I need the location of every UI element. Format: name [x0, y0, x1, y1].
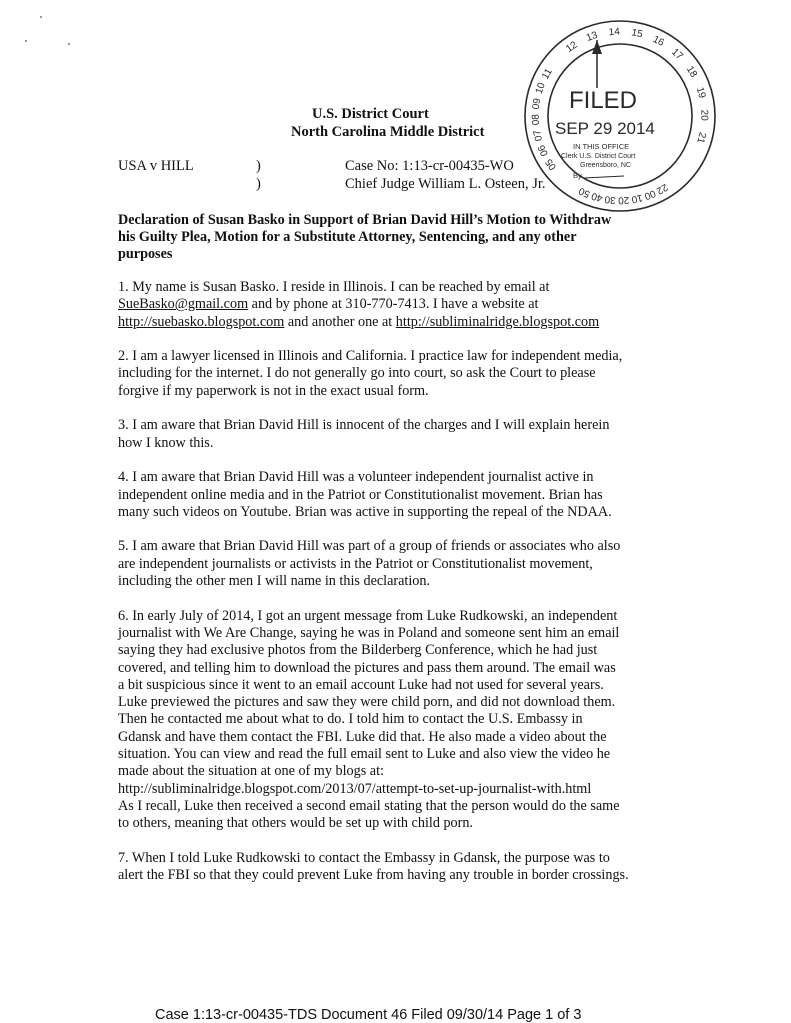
text-line: 5. I am aware that Brian David Hill was part of a group of friends or associates who also [118, 538, 621, 555]
court-name: U.S. District Court [312, 106, 429, 122]
text-line: alert the FBI so that they could prevent Luke from having any trouble in border crossings. [118, 867, 629, 884]
stamp-dial-number: 06 [536, 143, 551, 158]
stamp-dial-number: 16 [650, 33, 666, 49]
page-footer: Case 1:13-cr-00435-TDS Document 46 Filed 09/30/14 Page 1 of 3 [155, 1007, 582, 1023]
stamp-dial-number: 11 [540, 66, 555, 82]
case-name: USA v HILL [118, 158, 194, 174]
caption-paren: ) [256, 176, 261, 192]
website-link[interactable]: http://suebasko.blogspot.com [118, 313, 285, 330]
stamp-dial-number: 17 [669, 46, 685, 63]
text-line: 3. I am aware that Brian David Hill is innocent of the charges and I will explain herein [118, 417, 610, 434]
text-line: journalist with We Are Change, saying he was in Poland and someone sent him an email [118, 624, 620, 641]
stamp-dial-number: 10 [630, 191, 644, 205]
stamp-dial-number: 00 [642, 187, 658, 202]
text-line: 6. In early July of 2014, I got an urgent message from Luke Rudkowski, an independent [118, 607, 618, 624]
text-line: 2. I am a lawyer licensed in Illinois and California. I practice law for independent media, [118, 348, 623, 365]
court-district: North Carolina Middle District [291, 124, 485, 140]
case-judge: Chief Judge William L. Osteen, Jr. [345, 176, 546, 192]
text-fragment: and another one at [284, 313, 396, 330]
stamp-dial-number: 21 [694, 130, 708, 145]
paragraph-2 [118, 348, 663, 400]
text-line: made about the situation at one of my blogs at: [118, 763, 384, 780]
title-line: Declaration of Susan Basko in Support of Brian David Hill’s Motion to Withdraw [118, 212, 612, 228]
stamp-dial-number: 50 [577, 184, 592, 200]
stamp-by: By [573, 171, 582, 180]
stamp-office: IN THIS OFFICE [573, 142, 630, 151]
paragraph-6 [118, 608, 663, 833]
text-line: to others, meaning that others would be set up with child porn. [118, 815, 474, 832]
caption-parentheses [256, 157, 261, 193]
text-line: a bit suspicious since it went to an email account Luke had not used for several years. [118, 676, 604, 693]
paragraph-1 [118, 279, 663, 331]
text-line: 7. When I told Luke Rudkowski to contact the Embassy in Gdansk, the purpose was to [118, 849, 610, 866]
text-line: http://subliminalridge.blogspot.com/2013/07/attempt-to-set-up-journalist-with.html [118, 780, 592, 797]
title-line: his Guilty Plea, Motion for a Substitute Attorney, Sentencing, and any other [118, 229, 577, 245]
paragraph-7 [118, 850, 663, 885]
stamp-dial-number: 19 [693, 85, 708, 100]
case-caption-name [118, 157, 194, 175]
caption-paren: ) [256, 158, 261, 174]
stamp-dial-number: 22 [654, 181, 670, 197]
stamp-date: SEP 29 2014 [555, 119, 655, 138]
stamp-dial-number: 12 [564, 39, 580, 56]
text-line: are independent journalists or activists in the Patriot or Constitutionalist movement, [118, 555, 593, 572]
scan-speck [40, 16, 42, 18]
stamp-dial-number: 40 [590, 189, 604, 204]
title-line: purposes [118, 246, 173, 262]
stamp-dial-number: 09 [530, 97, 544, 111]
text-line: forgive if my paperwork is not in the exact usual form. [118, 382, 429, 399]
text-line: many such videos on Youtube. Brian was active in supporting the repeal of the NDAA. [118, 503, 612, 520]
scan-speck [25, 40, 27, 42]
stamp-filed: FILED [569, 87, 638, 114]
scan-speck [68, 43, 70, 45]
stamp-dial-number: 15 [630, 27, 644, 41]
stamp-dial-number: 14 [608, 26, 621, 39]
stamp-office: Greensboro, NC [580, 162, 631, 169]
text-line: how I know this. [118, 434, 214, 451]
stamp-dial-number: 13 [584, 29, 600, 44]
stamp-dial-number: 20 [698, 109, 710, 121]
stamp-office: Clerk U.S. District Court [561, 153, 636, 160]
stamp-dial-number: 07 [531, 128, 546, 143]
text-fragment: and by phone at 310-770-7413. I have a website at [248, 296, 539, 313]
stamp-outer-ring [525, 21, 715, 211]
email-link[interactable]: SueBasko@gmail.com [118, 296, 249, 313]
paragraph-5 [118, 538, 663, 590]
paragraph-4 [118, 469, 663, 521]
text-line: Gdansk and have them contact the FBI. Luke did that. He also made a video about the [118, 728, 607, 745]
text-line: independent online media and in the Patriot or Constitutionalist movement. Brian has [118, 486, 603, 503]
stamp-dial-number: 30 [604, 193, 617, 206]
stamp-signature-line [584, 176, 624, 178]
text-line: As I recall, Luke then received a second email stating that the person would do the same [118, 797, 620, 814]
stamp-dial-number: 05 [543, 156, 560, 172]
text-line [118, 314, 663, 331]
text-line: covered, and telling him to download the pictures and pass them around. The email was [118, 659, 616, 676]
stamp-dial-number: 20 [617, 194, 630, 206]
stamp-dial-number: 10 [533, 81, 548, 96]
website-link[interactable]: http://subliminalridge.blogspot.com [395, 313, 600, 330]
text-line [118, 296, 663, 313]
text-line: situation. You can view and read the full email sent to Luke and also view the video he [118, 746, 611, 763]
paragraph-3 [118, 417, 663, 452]
text-line: Then he contacted me about what to do. I told him to contact the U.S. Embassy in [118, 711, 583, 728]
stamp-dial-number: 08 [530, 113, 542, 126]
text-line: saying they had exclusive photos from the Bilderberg Conference, which he had just [118, 642, 598, 659]
text-line: including the other men I will name in this declaration. [118, 573, 431, 590]
stamp-dial-number: 18 [683, 64, 699, 80]
text-line: 1. My name is Susan Basko. I reside in Illinois. I can be reached by email at [118, 279, 550, 295]
stamp-dial-numbers [577, 181, 670, 205]
case-number: Case No: 1:13-cr-00435-WO [345, 158, 514, 174]
text-line: including for the internet. I do not generally go into court, so ask the Court to please [118, 365, 596, 382]
declaration-body [118, 279, 663, 902]
text-line: Luke previewed the pictures and saw they were child porn, and did not download them. [118, 694, 616, 711]
text-line: 4. I am aware that Brian David Hill was a volunteer independent journalist active in [118, 469, 594, 486]
filed-stamp [500, 18, 710, 223]
